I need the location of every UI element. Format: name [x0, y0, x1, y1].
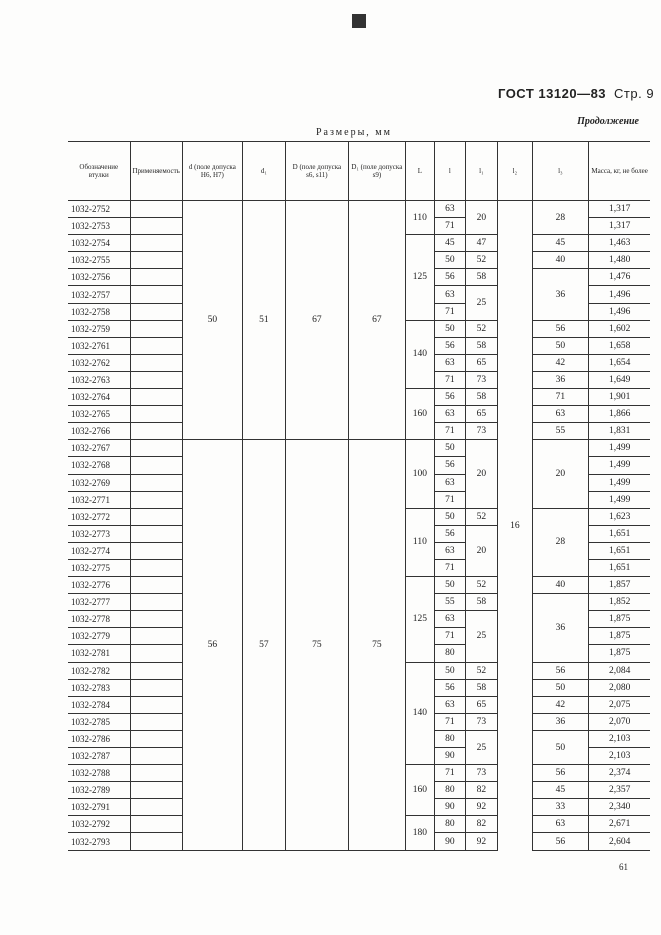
- l1-cell: 65: [465, 696, 497, 713]
- L-cell: 160: [405, 389, 434, 440]
- designation-cell: 1032-2769: [68, 474, 130, 491]
- l-cell: 80: [434, 782, 465, 799]
- mass-cell: 1,499: [588, 440, 650, 457]
- mass-cell: 1,875: [588, 645, 650, 662]
- column-header: Масса, кг, не более: [588, 142, 650, 201]
- designation-cell: 1032-2776: [68, 577, 130, 594]
- l1-cell: 92: [465, 833, 497, 850]
- applicability-cell: [130, 628, 182, 645]
- mass-cell: 1,658: [588, 337, 650, 354]
- l-cell: 50: [434, 320, 465, 337]
- designation-cell: 1032-2766: [68, 423, 130, 440]
- l1-cell: 58: [465, 389, 497, 406]
- l3-cell: 63: [532, 816, 588, 833]
- l3-cell: 40: [532, 577, 588, 594]
- mass-cell: 1,651: [588, 525, 650, 542]
- l-cell: 71: [434, 423, 465, 440]
- mass-cell: 2,340: [588, 799, 650, 816]
- applicability-cell: [130, 406, 182, 423]
- designation-cell: 1032-2773: [68, 525, 130, 542]
- mass-cell: 1,857: [588, 577, 650, 594]
- l-cell: 71: [434, 628, 465, 645]
- l3-cell: 36: [532, 371, 588, 388]
- l1-cell: 73: [465, 765, 497, 782]
- applicability-cell: [130, 662, 182, 679]
- column-header: d (поле допуска H6, H7): [182, 142, 242, 201]
- mass-cell: 2,103: [588, 730, 650, 747]
- designation-cell: 1032-2757: [68, 286, 130, 303]
- designation-cell: 1032-2754: [68, 235, 130, 252]
- dimensions-caption: Размеры, мм: [316, 127, 392, 138]
- l3-cell: 20: [532, 440, 588, 508]
- designation-cell: 1032-2762: [68, 354, 130, 371]
- mass-cell: 1,831: [588, 423, 650, 440]
- l-cell: 71: [434, 371, 465, 388]
- applicability-cell: [130, 594, 182, 611]
- table-row: [68, 201, 650, 218]
- mass-cell: 2,075: [588, 696, 650, 713]
- l1-cell: 52: [465, 662, 497, 679]
- designation-cell: 1032-2767: [68, 440, 130, 457]
- mass-cell: 1,463: [588, 235, 650, 252]
- D-cell: 67: [285, 201, 348, 440]
- bushing-table: [68, 141, 650, 851]
- column-header: l: [434, 142, 465, 201]
- designation-cell: 1032-2774: [68, 542, 130, 559]
- l1-cell: 52: [465, 252, 497, 269]
- l-cell: 80: [434, 730, 465, 747]
- l1-cell: 25: [465, 730, 497, 764]
- l1-cell: 25: [465, 611, 497, 662]
- l1-cell: 20: [465, 440, 497, 508]
- d-cell: 50: [182, 201, 242, 440]
- column-header: d₁: [242, 142, 285, 201]
- l3-cell: 36: [532, 594, 588, 662]
- l1-cell: 73: [465, 713, 497, 730]
- l-cell: 71: [434, 303, 465, 320]
- l-cell: 56: [434, 679, 465, 696]
- column-header: L: [405, 142, 434, 201]
- designation-cell: 1032-2775: [68, 559, 130, 576]
- column-header: Применяемость: [130, 142, 182, 201]
- l3-cell: 28: [532, 508, 588, 576]
- L-cell: 140: [405, 662, 434, 765]
- l-cell: 63: [434, 406, 465, 423]
- applicability-cell: [130, 269, 182, 286]
- l-cell: 56: [434, 389, 465, 406]
- L-cell: 160: [405, 765, 434, 816]
- l1-cell: 73: [465, 371, 497, 388]
- l3-cell: 45: [532, 782, 588, 799]
- l1-cell: 58: [465, 594, 497, 611]
- L-cell: 110: [405, 201, 434, 235]
- d1-cell: 51: [242, 201, 285, 440]
- l1-cell: 92: [465, 799, 497, 816]
- L-cell: 125: [405, 577, 434, 662]
- continuation-label: Продолжение: [577, 116, 639, 127]
- l1-cell: 65: [465, 354, 497, 371]
- applicability-cell: [130, 320, 182, 337]
- designation-cell: 1032-2772: [68, 508, 130, 525]
- designation-cell: 1032-2761: [68, 337, 130, 354]
- applicability-cell: [130, 542, 182, 559]
- l3-cell: 50: [532, 679, 588, 696]
- mass-cell: 1,476: [588, 269, 650, 286]
- l1-cell: 20: [465, 201, 497, 235]
- l-cell: 71: [434, 559, 465, 576]
- L-cell: 110: [405, 508, 434, 576]
- l-cell: 63: [434, 696, 465, 713]
- mass-cell: 1,649: [588, 371, 650, 388]
- mass-cell: 1,499: [588, 457, 650, 474]
- l-cell: 55: [434, 594, 465, 611]
- l-cell: 56: [434, 525, 465, 542]
- mass-cell: 2,103: [588, 748, 650, 765]
- d1-cell: 57: [242, 440, 285, 850]
- D-cell: 75: [285, 440, 348, 850]
- l-cell: 50: [434, 662, 465, 679]
- mass-cell: 2,374: [588, 765, 650, 782]
- l3-cell: 50: [532, 337, 588, 354]
- mass-cell: 2,357: [588, 782, 650, 799]
- l3-cell: 71: [532, 389, 588, 406]
- mass-cell: 1,602: [588, 320, 650, 337]
- applicability-cell: [130, 833, 182, 850]
- applicability-cell: [130, 218, 182, 235]
- l1-cell: 82: [465, 782, 497, 799]
- designation-cell: 1032-2771: [68, 491, 130, 508]
- mass-cell: 1,499: [588, 474, 650, 491]
- l3-cell: 42: [532, 354, 588, 371]
- designation-cell: 1032-2787: [68, 748, 130, 765]
- applicability-cell: [130, 611, 182, 628]
- mass-cell: 1,852: [588, 594, 650, 611]
- mass-cell: 1,875: [588, 628, 650, 645]
- applicability-cell: [130, 286, 182, 303]
- applicability-cell: [130, 645, 182, 662]
- designation-cell: 1032-2777: [68, 594, 130, 611]
- L-cell: 100: [405, 440, 434, 508]
- applicability-cell: [130, 816, 182, 833]
- designation-cell: 1032-2785: [68, 713, 130, 730]
- L-cell: 140: [405, 320, 434, 388]
- l-cell: 45: [434, 235, 465, 252]
- applicability-cell: [130, 201, 182, 218]
- standard-number: ГОСТ 13120—83: [498, 86, 607, 101]
- designation-cell: 1032-2756: [68, 269, 130, 286]
- designation-cell: 1032-2786: [68, 730, 130, 747]
- mass-cell: 1,651: [588, 559, 650, 576]
- designation-cell: 1032-2791: [68, 799, 130, 816]
- l3-cell: 50: [532, 730, 588, 764]
- mass-cell: 2,604: [588, 833, 650, 850]
- mass-cell: 1,651: [588, 542, 650, 559]
- mass-cell: 1,499: [588, 491, 650, 508]
- L-cell: 125: [405, 235, 434, 320]
- mass-cell: 1,901: [588, 389, 650, 406]
- l3-cell: 36: [532, 713, 588, 730]
- applicability-cell: [130, 782, 182, 799]
- column-header: D (поле допуска s6, s11): [285, 142, 348, 201]
- mass-cell: 2,671: [588, 816, 650, 833]
- applicability-cell: [130, 696, 182, 713]
- D1-cell: 75: [348, 440, 405, 850]
- mass-cell: 1,654: [588, 354, 650, 371]
- l-cell: 80: [434, 816, 465, 833]
- designation-cell: 1032-2792: [68, 816, 130, 833]
- applicability-cell: [130, 748, 182, 765]
- d-cell: 56: [182, 440, 242, 850]
- l3-cell: 36: [532, 269, 588, 320]
- designation-cell: 1032-2784: [68, 696, 130, 713]
- designation-cell: 1032-2758: [68, 303, 130, 320]
- l1-cell: 25: [465, 286, 497, 320]
- l-cell: 71: [434, 491, 465, 508]
- l1-cell: 52: [465, 508, 497, 525]
- applicability-cell: [130, 765, 182, 782]
- mass-cell: 1,496: [588, 303, 650, 320]
- l1-cell: 58: [465, 337, 497, 354]
- scan-mark: [352, 14, 366, 28]
- applicability-cell: [130, 713, 182, 730]
- l3-cell: 56: [532, 833, 588, 850]
- l-cell: 80: [434, 645, 465, 662]
- mass-cell: 1,317: [588, 218, 650, 235]
- l-cell: 56: [434, 269, 465, 286]
- designation-cell: 1032-2781: [68, 645, 130, 662]
- designation-cell: 1032-2783: [68, 679, 130, 696]
- designation-cell: 1032-2779: [68, 628, 130, 645]
- applicability-cell: [130, 508, 182, 525]
- applicability-cell: [130, 525, 182, 542]
- column-header: D₁ (поле допуска s9): [348, 142, 405, 201]
- mass-cell: 1,875: [588, 611, 650, 628]
- l-cell: 63: [434, 201, 465, 218]
- mass-cell: 1,480: [588, 252, 650, 269]
- applicability-cell: [130, 389, 182, 406]
- l3-cell: 55: [532, 423, 588, 440]
- l-cell: 63: [434, 611, 465, 628]
- l3-cell: 33: [532, 799, 588, 816]
- designation-cell: 1032-2755: [68, 252, 130, 269]
- l-cell: 90: [434, 748, 465, 765]
- l-cell: 50: [434, 252, 465, 269]
- column-header: l₃: [532, 142, 588, 201]
- applicability-cell: [130, 457, 182, 474]
- l-cell: 90: [434, 799, 465, 816]
- table-row: [68, 440, 650, 457]
- applicability-cell: [130, 577, 182, 594]
- applicability-cell: [130, 474, 182, 491]
- designation-cell: 1032-2765: [68, 406, 130, 423]
- l-cell: 63: [434, 286, 465, 303]
- applicability-cell: [130, 730, 182, 747]
- l3-cell: 40: [532, 252, 588, 269]
- l1-cell: 73: [465, 423, 497, 440]
- l-cell: 63: [434, 542, 465, 559]
- applicability-cell: [130, 423, 182, 440]
- l-cell: 71: [434, 218, 465, 235]
- l-cell: 63: [434, 474, 465, 491]
- applicability-cell: [130, 303, 182, 320]
- l-cell: 71: [434, 713, 465, 730]
- l1-cell: 52: [465, 320, 497, 337]
- mass-cell: 1,623: [588, 508, 650, 525]
- table-header-row: [68, 142, 650, 201]
- mass-cell: 1,496: [588, 286, 650, 303]
- page-label: Стр. 9: [614, 86, 655, 101]
- l-cell: 63: [434, 354, 465, 371]
- designation-cell: 1032-2782: [68, 662, 130, 679]
- applicability-cell: [130, 679, 182, 696]
- designation-cell: 1032-2789: [68, 782, 130, 799]
- l1-cell: 82: [465, 816, 497, 833]
- l1-cell: 58: [465, 679, 497, 696]
- l3-cell: 28: [532, 201, 588, 235]
- l1-cell: 65: [465, 406, 497, 423]
- l3-cell: 42: [532, 696, 588, 713]
- applicability-cell: [130, 354, 182, 371]
- l3-cell: 45: [532, 235, 588, 252]
- l1-cell: 20: [465, 525, 497, 576]
- designation-cell: 1032-2764: [68, 389, 130, 406]
- applicability-cell: [130, 491, 182, 508]
- l3-cell: 56: [532, 765, 588, 782]
- l1-cell: 58: [465, 269, 497, 286]
- applicability-cell: [130, 337, 182, 354]
- designation-cell: 1032-2793: [68, 833, 130, 850]
- standard-header: [498, 86, 654, 101]
- D1-cell: 67: [348, 201, 405, 440]
- column-header: Обозначение втулки: [68, 142, 130, 201]
- l-cell: 90: [434, 833, 465, 850]
- l1-cell: 47: [465, 235, 497, 252]
- applicability-cell: [130, 559, 182, 576]
- applicability-cell: [130, 799, 182, 816]
- mass-cell: 1,866: [588, 406, 650, 423]
- applicability-cell: [130, 252, 182, 269]
- l2-cell: 16: [497, 201, 532, 851]
- applicability-cell: [130, 235, 182, 252]
- mass-cell: 2,070: [588, 713, 650, 730]
- l-cell: 56: [434, 337, 465, 354]
- L-cell: 180: [405, 816, 434, 850]
- l-cell: 56: [434, 457, 465, 474]
- designation-cell: 1032-2759: [68, 320, 130, 337]
- designation-cell: 1032-2763: [68, 371, 130, 388]
- l-cell: 50: [434, 440, 465, 457]
- mass-cell: 2,080: [588, 679, 650, 696]
- column-header: l₂: [497, 142, 532, 201]
- mass-cell: 1,317: [588, 201, 650, 218]
- column-header: l₁: [465, 142, 497, 201]
- designation-cell: 1032-2752: [68, 201, 130, 218]
- l3-cell: 56: [532, 320, 588, 337]
- page-number: 61: [619, 862, 628, 872]
- l1-cell: 52: [465, 577, 497, 594]
- applicability-cell: [130, 371, 182, 388]
- designation-cell: 1032-2778: [68, 611, 130, 628]
- applicability-cell: [130, 440, 182, 457]
- l-cell: 71: [434, 765, 465, 782]
- mass-cell: 2,084: [588, 662, 650, 679]
- l-cell: 50: [434, 508, 465, 525]
- designation-cell: 1032-2788: [68, 765, 130, 782]
- l3-cell: 63: [532, 406, 588, 423]
- designation-cell: 1032-2768: [68, 457, 130, 474]
- table-body: [68, 201, 650, 851]
- l3-cell: 56: [532, 662, 588, 679]
- designation-cell: 1032-2753: [68, 218, 130, 235]
- l-cell: 50: [434, 577, 465, 594]
